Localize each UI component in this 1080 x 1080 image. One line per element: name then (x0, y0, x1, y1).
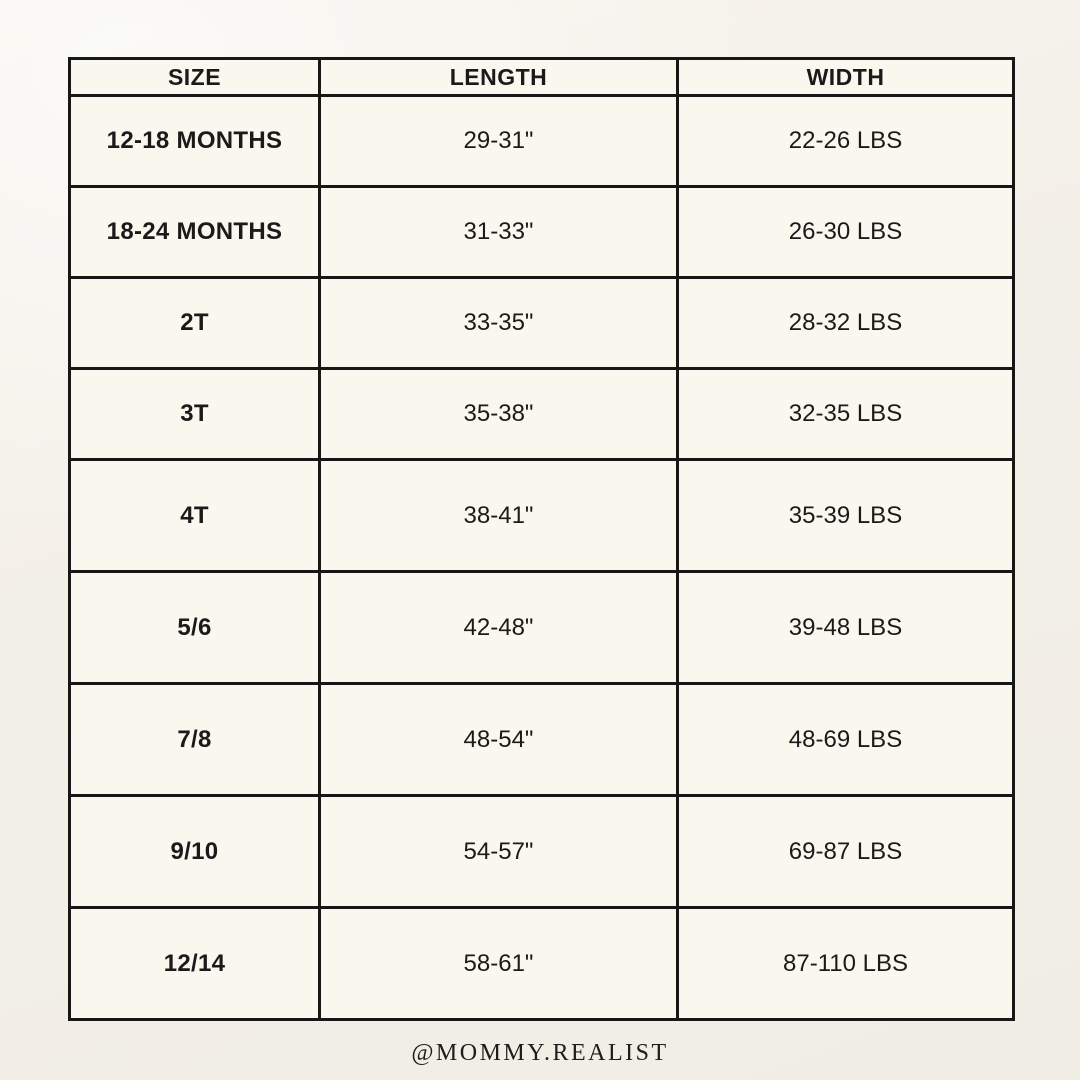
length-cell: 54-57" (320, 796, 678, 908)
length-cell: 48-54" (320, 684, 678, 796)
width-cell: 28-32 LBS (678, 278, 1014, 369)
size-chart-table (68, 57, 1015, 1021)
header-row (70, 59, 1014, 96)
width-cell: 35-39 LBS (678, 460, 1014, 572)
size-cell: 2T (70, 278, 320, 369)
length-cell: 29-31" (320, 96, 678, 187)
table-row (70, 684, 1014, 796)
size-cell: 12/14 (70, 908, 320, 1020)
length-cell: 42-48" (320, 572, 678, 684)
width-cell: 87-110 LBS (678, 908, 1014, 1020)
width-cell: 69-87 LBS (678, 796, 1014, 908)
length-cell: 31-33" (320, 187, 678, 278)
table-row (70, 572, 1014, 684)
length-cell: 58-61" (320, 908, 678, 1020)
table-row (70, 796, 1014, 908)
width-cell: 48-69 LBS (678, 684, 1014, 796)
table-body (70, 96, 1014, 1020)
table-row (70, 187, 1014, 278)
table-header (70, 59, 1014, 96)
width-cell: 26-30 LBS (678, 187, 1014, 278)
size-cell: 9/10 (70, 796, 320, 908)
size-cell: 12-18 MONTHS (70, 96, 320, 187)
table-row (70, 460, 1014, 572)
table-row (70, 96, 1014, 187)
length-cell: 35-38" (320, 369, 678, 460)
header-length: LENGTH (320, 59, 678, 96)
size-cell: 18-24 MONTHS (70, 187, 320, 278)
size-cell: 4T (70, 460, 320, 572)
header-width: WIDTH (678, 59, 1014, 96)
size-cell: 5/6 (70, 572, 320, 684)
width-cell: 22-26 LBS (678, 96, 1014, 187)
table-row (70, 278, 1014, 369)
length-cell: 38-41" (320, 460, 678, 572)
table-row (70, 369, 1014, 460)
watermark-handle: @MOMMY.REALIST (411, 1040, 669, 1066)
size-cell: 7/8 (70, 684, 320, 796)
size-cell: 3T (70, 369, 320, 460)
table-row (70, 908, 1014, 1020)
length-cell: 33-35" (320, 278, 678, 369)
header-size: SIZE (70, 59, 320, 96)
width-cell: 39-48 LBS (678, 572, 1014, 684)
width-cell: 32-35 LBS (678, 369, 1014, 460)
